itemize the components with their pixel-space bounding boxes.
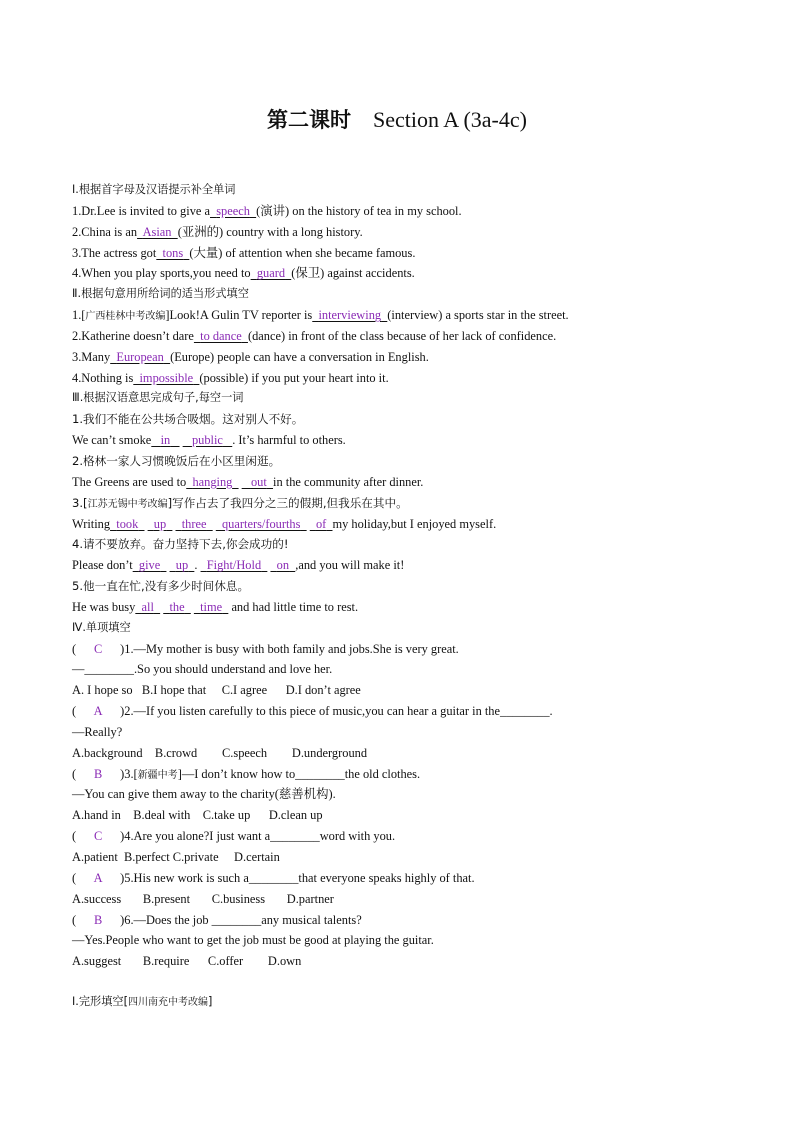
answer: the: [169, 599, 185, 614]
s3-q5-english: He was busy all the time and had little time to rest.: [72, 599, 359, 614]
mc-answer: C: [94, 641, 103, 656]
s1-question-2: 2.China is an Asian (亚洲的) country with a long history.: [72, 224, 363, 239]
answer: Asian: [142, 224, 172, 239]
source-note: 四川南充中考改编: [127, 997, 208, 1009]
s2-question-4: 4.Nothing is impossible (possible) if you put your heart into it.: [72, 370, 389, 385]
answer: up: [153, 516, 167, 531]
answer: on: [276, 558, 290, 573]
answer: European: [116, 349, 164, 364]
mc-question-4: ( C )4.Are you alone?I just want a________word with you.: [72, 826, 712, 847]
mc-q2-options: A.background B.crowd C.speech D.underground: [72, 745, 368, 760]
exercise-content: [72, 180, 712, 1013]
mc-question-3: ( B )3.[新疆中考]—I don’t know how to________the old clothes.: [72, 764, 712, 785]
answer: public: [191, 433, 223, 448]
source-note: 广西桂林中考改编: [85, 311, 166, 323]
section-5-heading: Ⅰ.完形填空[四川南充中考改编]: [72, 995, 213, 1009]
s3-q2-english: The Greens are used to hanging out in the community after dinner.: [72, 474, 424, 489]
s3-q3-chinese: 3.[江苏无锡中考改编]写作占去了我四分之三的假期,但我乐在其中。: [72, 495, 408, 510]
answer: to dance: [200, 328, 242, 343]
mc-q1-options: A. I hope so B.I hope that C.I agree D.I don’t agree: [72, 683, 361, 698]
mc-q3-response: —You can give them away to the charity(慈善机构).: [72, 787, 336, 802]
s2-question-1: 1.[广西桂林中考改编]Look!A Gulin TV reporter is interviewing (interview) a sports star in the street.: [72, 308, 569, 323]
page-title: [0, 104, 794, 134]
s3-q5-chinese: 5.他一直在忙,没有多少时间休息。: [72, 579, 250, 594]
answer: time: [200, 599, 223, 614]
section-4-heading: Ⅳ.单项填空: [72, 620, 131, 634]
mc-answer: A: [93, 704, 103, 719]
mc-answer: A: [93, 870, 103, 885]
mc-question-6: ( B )6.—Does the job ________any musical talents?: [72, 910, 712, 931]
answer: impossible: [139, 370, 194, 385]
title-english: Section A (3a-4c): [373, 107, 527, 132]
source-note: 江苏无锡中考改编: [87, 498, 168, 510]
section-2-heading: Ⅱ.根据句意用所给词的适当形式填空: [72, 287, 249, 301]
source-note: 新疆中考: [137, 769, 178, 781]
mc-answer: C: [94, 829, 103, 844]
answer: hanging: [192, 474, 233, 489]
mc-question-5: ( A )5.His new work is such a________that everyone speaks highly of that.: [72, 868, 712, 889]
answer: give: [138, 558, 161, 573]
section-1-heading: Ⅰ.根据首字母及汉语提示补全单词: [72, 183, 236, 196]
s3-q3-english: Writing took up three quarters/fourths of my holiday,but I enjoyed myself.: [72, 516, 497, 531]
answer: guard: [256, 266, 286, 281]
mc-q2-response: —Really?: [72, 724, 123, 739]
s3-q4-english: Please don’t give up . Fight/Hold on ,and you will make it!: [72, 558, 405, 573]
answer: three: [181, 516, 207, 531]
mc-q1-response: —________.So you should understand and love her.: [72, 662, 333, 677]
answer: Fight/Hold: [206, 558, 262, 573]
mc-q6-options: A.suggest B.require C.offer D.own: [72, 954, 302, 969]
s2-question-2: 2.Katherine doesn’t dare to dance (dance) in front of the class because of her lack of confidence.: [72, 328, 557, 343]
answer: out: [250, 474, 267, 489]
s3-q2-chinese: 2.格林一家人习惯晚饭后在小区里闲逛。: [72, 453, 281, 468]
answer: tons: [162, 245, 184, 260]
answer: speech: [216, 203, 250, 218]
answer: of: [315, 516, 327, 531]
s1-question-4: 4.When you play sports,you need to guard (保卫) against accidents.: [72, 266, 415, 281]
title-chinese: 第二课时: [267, 108, 352, 132]
s2-question-3: 3.Many European (Europe) people can have a conversation in English.: [72, 349, 429, 364]
mc-q3-options: A.hand in B.deal with C.take up D.clean up: [72, 808, 323, 823]
s3-q1-english: We can’t smoke in public . It’s harmful to others.: [72, 433, 346, 448]
answer: all: [141, 599, 154, 614]
mc-q4-options: A.patient B.perfect C.private D.certain: [72, 850, 280, 864]
answer: took: [116, 516, 139, 531]
mc-question-2: ( A )2.—If you listen carefully to this piece of music,you can hear a guitar in the________.: [72, 701, 712, 722]
s1-question-3: 3.The actress got tons (大量) of attention when she became famous.: [72, 245, 416, 260]
answer: quarters/fourths: [221, 516, 301, 531]
answer: interviewing: [318, 308, 382, 323]
answer: up: [175, 558, 189, 573]
mc-q6-response: —Yes.People who want to get the job must be good at playing the guitar.: [72, 933, 434, 948]
mc-question-1: ( C )1.—My mother is busy with both family and jobs.She is very great.: [72, 639, 712, 660]
mc-answer: B: [94, 766, 103, 781]
mc-answer: B: [94, 912, 103, 927]
s3-q4-chinese: 4.请不要放弃。奋力坚持下去,你会成功的!: [72, 537, 289, 552]
section-3-heading: Ⅲ.根据汉语意思完成句子,每空一词: [72, 391, 244, 405]
s1-question-1: 1.Dr.Lee is invited to give a speech (演讲) on the history of tea in my school.: [72, 203, 462, 218]
s3-q1-chinese: 1.我们不能在公共场合吸烟。这对别人不好。: [72, 412, 304, 427]
mc-q5-options: A.success B.present C.business D.partner: [72, 891, 334, 906]
answer: in: [160, 433, 171, 448]
